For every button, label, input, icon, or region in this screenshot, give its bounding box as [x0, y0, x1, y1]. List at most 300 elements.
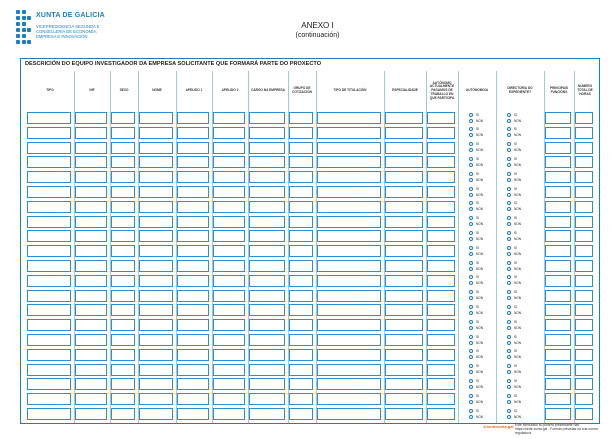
input-field[interactable] — [317, 186, 381, 198]
input-field[interactable] — [385, 186, 423, 198]
input-field[interactable] — [289, 201, 313, 213]
input-field[interactable] — [427, 290, 455, 302]
input-field[interactable] — [177, 304, 209, 316]
radio-si[interactable] — [469, 172, 473, 176]
input-field[interactable] — [427, 304, 455, 316]
input-field[interactable] — [139, 260, 173, 272]
input-field[interactable] — [427, 275, 455, 287]
input-field[interactable] — [545, 142, 571, 154]
input-field[interactable] — [111, 216, 135, 228]
radio-si[interactable] — [507, 187, 511, 191]
input-field[interactable] — [575, 201, 593, 213]
radio-non[interactable] — [469, 148, 473, 152]
input-field[interactable] — [317, 393, 381, 405]
input-field[interactable] — [545, 230, 571, 242]
input-field[interactable] — [249, 349, 285, 361]
input-field[interactable] — [213, 304, 245, 316]
input-field[interactable] — [575, 112, 593, 124]
input-field[interactable] — [111, 334, 135, 346]
input-field[interactable] — [317, 156, 381, 168]
input-field[interactable] — [317, 112, 381, 124]
input-field[interactable] — [427, 142, 455, 154]
input-field[interactable] — [75, 230, 107, 242]
input-field[interactable] — [575, 245, 593, 257]
input-field[interactable] — [111, 112, 135, 124]
input-field[interactable] — [177, 112, 209, 124]
input-field[interactable] — [111, 275, 135, 287]
input-field[interactable] — [289, 319, 313, 331]
input-field[interactable] — [75, 364, 107, 376]
input-field[interactable] — [317, 142, 381, 154]
input-field[interactable] — [545, 364, 571, 376]
input-field[interactable] — [75, 201, 107, 213]
input-field[interactable] — [289, 127, 313, 139]
input-field[interactable] — [575, 216, 593, 228]
radio-non[interactable] — [507, 281, 511, 285]
radio-si[interactable] — [469, 320, 473, 324]
input-field[interactable] — [317, 290, 381, 302]
input-field[interactable] — [213, 275, 245, 287]
input-field[interactable] — [177, 319, 209, 331]
radio-si[interactable] — [469, 157, 473, 161]
input-field[interactable] — [545, 201, 571, 213]
input-field[interactable] — [289, 216, 313, 228]
input-field[interactable] — [27, 230, 71, 242]
input-field[interactable] — [177, 349, 209, 361]
input-field[interactable] — [317, 334, 381, 346]
input-field[interactable] — [575, 275, 593, 287]
input-field[interactable] — [427, 260, 455, 272]
input-field[interactable] — [427, 334, 455, 346]
input-field[interactable] — [427, 186, 455, 198]
input-field[interactable] — [575, 186, 593, 198]
input-field[interactable] — [111, 201, 135, 213]
input-field[interactable] — [289, 275, 313, 287]
radio-non[interactable] — [507, 341, 511, 345]
radio-non[interactable] — [507, 119, 511, 123]
input-field[interactable] — [111, 142, 135, 154]
input-field[interactable] — [249, 290, 285, 302]
input-field[interactable] — [545, 378, 571, 390]
input-field[interactable] — [385, 378, 423, 390]
input-field[interactable] — [111, 245, 135, 257]
radio-si[interactable] — [469, 216, 473, 220]
input-field[interactable] — [385, 112, 423, 124]
input-field[interactable] — [385, 216, 423, 228]
input-field[interactable] — [289, 408, 313, 420]
input-field[interactable] — [385, 364, 423, 376]
radio-non[interactable] — [469, 193, 473, 197]
input-field[interactable] — [75, 245, 107, 257]
input-field[interactable] — [139, 127, 173, 139]
input-field[interactable] — [139, 245, 173, 257]
radio-non[interactable] — [507, 207, 511, 211]
input-field[interactable] — [27, 112, 71, 124]
input-field[interactable] — [317, 319, 381, 331]
input-field[interactable] — [177, 156, 209, 168]
input-field[interactable] — [75, 156, 107, 168]
input-field[interactable] — [289, 142, 313, 154]
input-field[interactable] — [111, 319, 135, 331]
input-field[interactable] — [575, 290, 593, 302]
input-field[interactable] — [27, 364, 71, 376]
input-field[interactable] — [575, 260, 593, 272]
input-field[interactable] — [177, 378, 209, 390]
input-field[interactable] — [289, 393, 313, 405]
radio-non[interactable] — [507, 311, 511, 315]
radio-non[interactable] — [469, 133, 473, 137]
input-field[interactable] — [385, 245, 423, 257]
input-field[interactable] — [75, 127, 107, 139]
input-field[interactable] — [545, 112, 571, 124]
radio-non[interactable] — [507, 355, 511, 359]
radio-si[interactable] — [507, 216, 511, 220]
radio-si[interactable] — [469, 305, 473, 309]
input-field[interactable] — [385, 304, 423, 316]
radio-non[interactable] — [469, 400, 473, 404]
input-field[interactable] — [289, 186, 313, 198]
input-field[interactable] — [289, 290, 313, 302]
input-field[interactable] — [213, 290, 245, 302]
radio-si[interactable] — [469, 231, 473, 235]
input-field[interactable] — [75, 142, 107, 154]
radio-non[interactable] — [507, 370, 511, 374]
radio-si[interactable] — [507, 142, 511, 146]
input-field[interactable] — [111, 304, 135, 316]
input-field[interactable] — [317, 349, 381, 361]
input-field[interactable] — [249, 334, 285, 346]
radio-non[interactable] — [469, 237, 473, 241]
input-field[interactable] — [317, 216, 381, 228]
input-field[interactable] — [575, 142, 593, 154]
input-field[interactable] — [545, 334, 571, 346]
input-field[interactable] — [27, 408, 71, 420]
input-field[interactable] — [385, 260, 423, 272]
input-field[interactable] — [385, 201, 423, 213]
input-field[interactable] — [139, 349, 173, 361]
input-field[interactable] — [545, 216, 571, 228]
input-field[interactable] — [575, 319, 593, 331]
input-field[interactable] — [177, 334, 209, 346]
input-field[interactable] — [213, 408, 245, 420]
radio-non[interactable] — [507, 163, 511, 167]
input-field[interactable] — [213, 216, 245, 228]
input-field[interactable] — [317, 201, 381, 213]
radio-non[interactable] — [469, 311, 473, 315]
radio-non[interactable] — [469, 370, 473, 374]
input-field[interactable] — [213, 378, 245, 390]
input-field[interactable] — [427, 408, 455, 420]
input-field[interactable] — [317, 304, 381, 316]
input-field[interactable] — [177, 275, 209, 287]
radio-si[interactable] — [469, 394, 473, 398]
input-field[interactable] — [139, 201, 173, 213]
radio-si[interactable] — [469, 187, 473, 191]
input-field[interactable] — [213, 260, 245, 272]
radio-si[interactable] — [469, 409, 473, 413]
input-field[interactable] — [139, 230, 173, 242]
input-field[interactable] — [27, 156, 71, 168]
input-field[interactable] — [139, 186, 173, 198]
input-field[interactable] — [289, 260, 313, 272]
input-field[interactable] — [111, 156, 135, 168]
input-field[interactable] — [385, 334, 423, 346]
input-field[interactable] — [575, 156, 593, 168]
input-field[interactable] — [75, 378, 107, 390]
radio-non[interactable] — [469, 341, 473, 345]
input-field[interactable] — [75, 393, 107, 405]
input-field[interactable] — [213, 349, 245, 361]
input-field[interactable] — [575, 230, 593, 242]
input-field[interactable] — [111, 186, 135, 198]
input-field[interactable] — [289, 230, 313, 242]
input-field[interactable] — [249, 260, 285, 272]
input-field[interactable] — [177, 127, 209, 139]
input-field[interactable] — [177, 408, 209, 420]
input-field[interactable] — [317, 364, 381, 376]
radio-non[interactable] — [507, 237, 511, 241]
input-field[interactable] — [139, 112, 173, 124]
input-field[interactable] — [575, 408, 593, 420]
input-field[interactable] — [27, 393, 71, 405]
input-field[interactable] — [177, 290, 209, 302]
input-field[interactable] — [213, 334, 245, 346]
input-field[interactable] — [427, 349, 455, 361]
input-field[interactable] — [317, 127, 381, 139]
input-field[interactable] — [213, 364, 245, 376]
input-field[interactable] — [545, 408, 571, 420]
input-field[interactable] — [317, 171, 381, 183]
radio-non[interactable] — [469, 326, 473, 330]
input-field[interactable] — [27, 216, 71, 228]
input-field[interactable] — [27, 260, 71, 272]
radio-si[interactable] — [469, 201, 473, 205]
radio-non[interactable] — [507, 148, 511, 152]
input-field[interactable] — [249, 112, 285, 124]
radio-si[interactable] — [507, 335, 511, 339]
radio-non[interactable] — [507, 178, 511, 182]
radio-non[interactable] — [507, 267, 511, 271]
input-field[interactable] — [289, 334, 313, 346]
radio-si[interactable] — [507, 394, 511, 398]
radio-si[interactable] — [507, 127, 511, 131]
input-field[interactable] — [249, 378, 285, 390]
input-field[interactable] — [75, 275, 107, 287]
input-field[interactable] — [213, 186, 245, 198]
input-field[interactable] — [27, 290, 71, 302]
radio-non[interactable] — [469, 119, 473, 123]
input-field[interactable] — [139, 290, 173, 302]
input-field[interactable] — [427, 112, 455, 124]
input-field[interactable] — [249, 364, 285, 376]
input-field[interactable] — [427, 127, 455, 139]
radio-si[interactable] — [469, 113, 473, 117]
radio-si[interactable] — [507, 349, 511, 353]
input-field[interactable] — [249, 245, 285, 257]
radio-non[interactable] — [469, 281, 473, 285]
input-field[interactable] — [177, 216, 209, 228]
input-field[interactable] — [385, 393, 423, 405]
input-field[interactable] — [139, 408, 173, 420]
radio-si[interactable] — [507, 379, 511, 383]
input-field[interactable] — [213, 112, 245, 124]
input-field[interactable] — [427, 230, 455, 242]
input-field[interactable] — [427, 364, 455, 376]
radio-si[interactable] — [507, 364, 511, 368]
radio-si[interactable] — [469, 127, 473, 131]
input-field[interactable] — [75, 186, 107, 198]
radio-non[interactable] — [469, 252, 473, 256]
radio-non[interactable] — [507, 415, 511, 419]
radio-non[interactable] — [469, 178, 473, 182]
input-field[interactable] — [249, 393, 285, 405]
input-field[interactable] — [111, 378, 135, 390]
radio-si[interactable] — [469, 261, 473, 265]
radio-non[interactable] — [469, 296, 473, 300]
input-field[interactable] — [385, 290, 423, 302]
input-field[interactable] — [177, 230, 209, 242]
input-field[interactable] — [139, 364, 173, 376]
input-field[interactable] — [545, 186, 571, 198]
radio-si[interactable] — [469, 364, 473, 368]
input-field[interactable] — [139, 319, 173, 331]
input-field[interactable] — [545, 245, 571, 257]
input-field[interactable] — [75, 171, 107, 183]
radio-si[interactable] — [507, 320, 511, 324]
input-field[interactable] — [545, 156, 571, 168]
input-field[interactable] — [111, 349, 135, 361]
input-field[interactable] — [177, 201, 209, 213]
input-field[interactable] — [111, 127, 135, 139]
input-field[interactable] — [249, 142, 285, 154]
input-field[interactable] — [139, 378, 173, 390]
input-field[interactable] — [249, 408, 285, 420]
input-field[interactable] — [75, 349, 107, 361]
radio-non[interactable] — [469, 163, 473, 167]
input-field[interactable] — [385, 142, 423, 154]
radio-si[interactable] — [507, 113, 511, 117]
input-field[interactable] — [75, 112, 107, 124]
input-field[interactable] — [427, 319, 455, 331]
input-field[interactable] — [427, 201, 455, 213]
radio-non[interactable] — [469, 415, 473, 419]
input-field[interactable] — [545, 260, 571, 272]
input-field[interactable] — [213, 127, 245, 139]
input-field[interactable] — [139, 393, 173, 405]
input-field[interactable] — [27, 201, 71, 213]
input-field[interactable] — [111, 393, 135, 405]
input-field[interactable] — [139, 171, 173, 183]
radio-si[interactable] — [469, 379, 473, 383]
input-field[interactable] — [317, 260, 381, 272]
input-field[interactable] — [213, 156, 245, 168]
input-field[interactable] — [427, 378, 455, 390]
input-field[interactable] — [289, 245, 313, 257]
radio-si[interactable] — [469, 335, 473, 339]
input-field[interactable] — [575, 393, 593, 405]
input-field[interactable] — [249, 230, 285, 242]
input-field[interactable] — [289, 304, 313, 316]
input-field[interactable] — [575, 378, 593, 390]
input-field[interactable] — [213, 171, 245, 183]
input-field[interactable] — [249, 275, 285, 287]
input-field[interactable] — [111, 171, 135, 183]
radio-si[interactable] — [507, 172, 511, 176]
radio-non[interactable] — [469, 222, 473, 226]
input-field[interactable] — [317, 245, 381, 257]
input-field[interactable] — [213, 393, 245, 405]
input-field[interactable] — [289, 364, 313, 376]
input-field[interactable] — [545, 393, 571, 405]
radio-si[interactable] — [469, 246, 473, 250]
input-field[interactable] — [27, 349, 71, 361]
input-field[interactable] — [177, 171, 209, 183]
input-field[interactable] — [213, 245, 245, 257]
input-field[interactable] — [575, 171, 593, 183]
input-field[interactable] — [75, 319, 107, 331]
input-field[interactable] — [385, 171, 423, 183]
radio-si[interactable] — [507, 157, 511, 161]
input-field[interactable] — [27, 142, 71, 154]
input-field[interactable] — [385, 408, 423, 420]
input-field[interactable] — [289, 156, 313, 168]
radio-non[interactable] — [507, 296, 511, 300]
input-field[interactable] — [575, 304, 593, 316]
input-field[interactable] — [27, 319, 71, 331]
radio-si[interactable] — [469, 142, 473, 146]
input-field[interactable] — [289, 349, 313, 361]
input-field[interactable] — [289, 378, 313, 390]
input-field[interactable] — [111, 364, 135, 376]
input-field[interactable] — [385, 230, 423, 242]
radio-non[interactable] — [507, 400, 511, 404]
input-field[interactable] — [177, 142, 209, 154]
input-field[interactable] — [27, 378, 71, 390]
input-field[interactable] — [75, 290, 107, 302]
input-field[interactable] — [27, 127, 71, 139]
radio-non[interactable] — [469, 385, 473, 389]
input-field[interactable] — [427, 393, 455, 405]
input-field[interactable] — [139, 334, 173, 346]
input-field[interactable] — [213, 230, 245, 242]
input-field[interactable] — [75, 216, 107, 228]
radio-non[interactable] — [507, 133, 511, 137]
input-field[interactable] — [111, 230, 135, 242]
radio-non[interactable] — [507, 252, 511, 256]
input-field[interactable] — [249, 201, 285, 213]
input-field[interactable] — [177, 260, 209, 272]
input-field[interactable] — [27, 245, 71, 257]
radio-si[interactable] — [507, 409, 511, 413]
radio-si[interactable] — [507, 261, 511, 265]
radio-si[interactable] — [507, 231, 511, 235]
input-field[interactable] — [385, 127, 423, 139]
radio-si[interactable] — [469, 275, 473, 279]
input-field[interactable] — [545, 171, 571, 183]
input-field[interactable] — [213, 201, 245, 213]
input-field[interactable] — [427, 245, 455, 257]
input-field[interactable] — [545, 304, 571, 316]
input-field[interactable] — [249, 171, 285, 183]
input-field[interactable] — [317, 230, 381, 242]
input-field[interactable] — [545, 127, 571, 139]
radio-non[interactable] — [469, 267, 473, 271]
input-field[interactable] — [177, 364, 209, 376]
input-field[interactable] — [27, 304, 71, 316]
input-field[interactable] — [317, 275, 381, 287]
input-field[interactable] — [27, 171, 71, 183]
input-field[interactable] — [289, 171, 313, 183]
